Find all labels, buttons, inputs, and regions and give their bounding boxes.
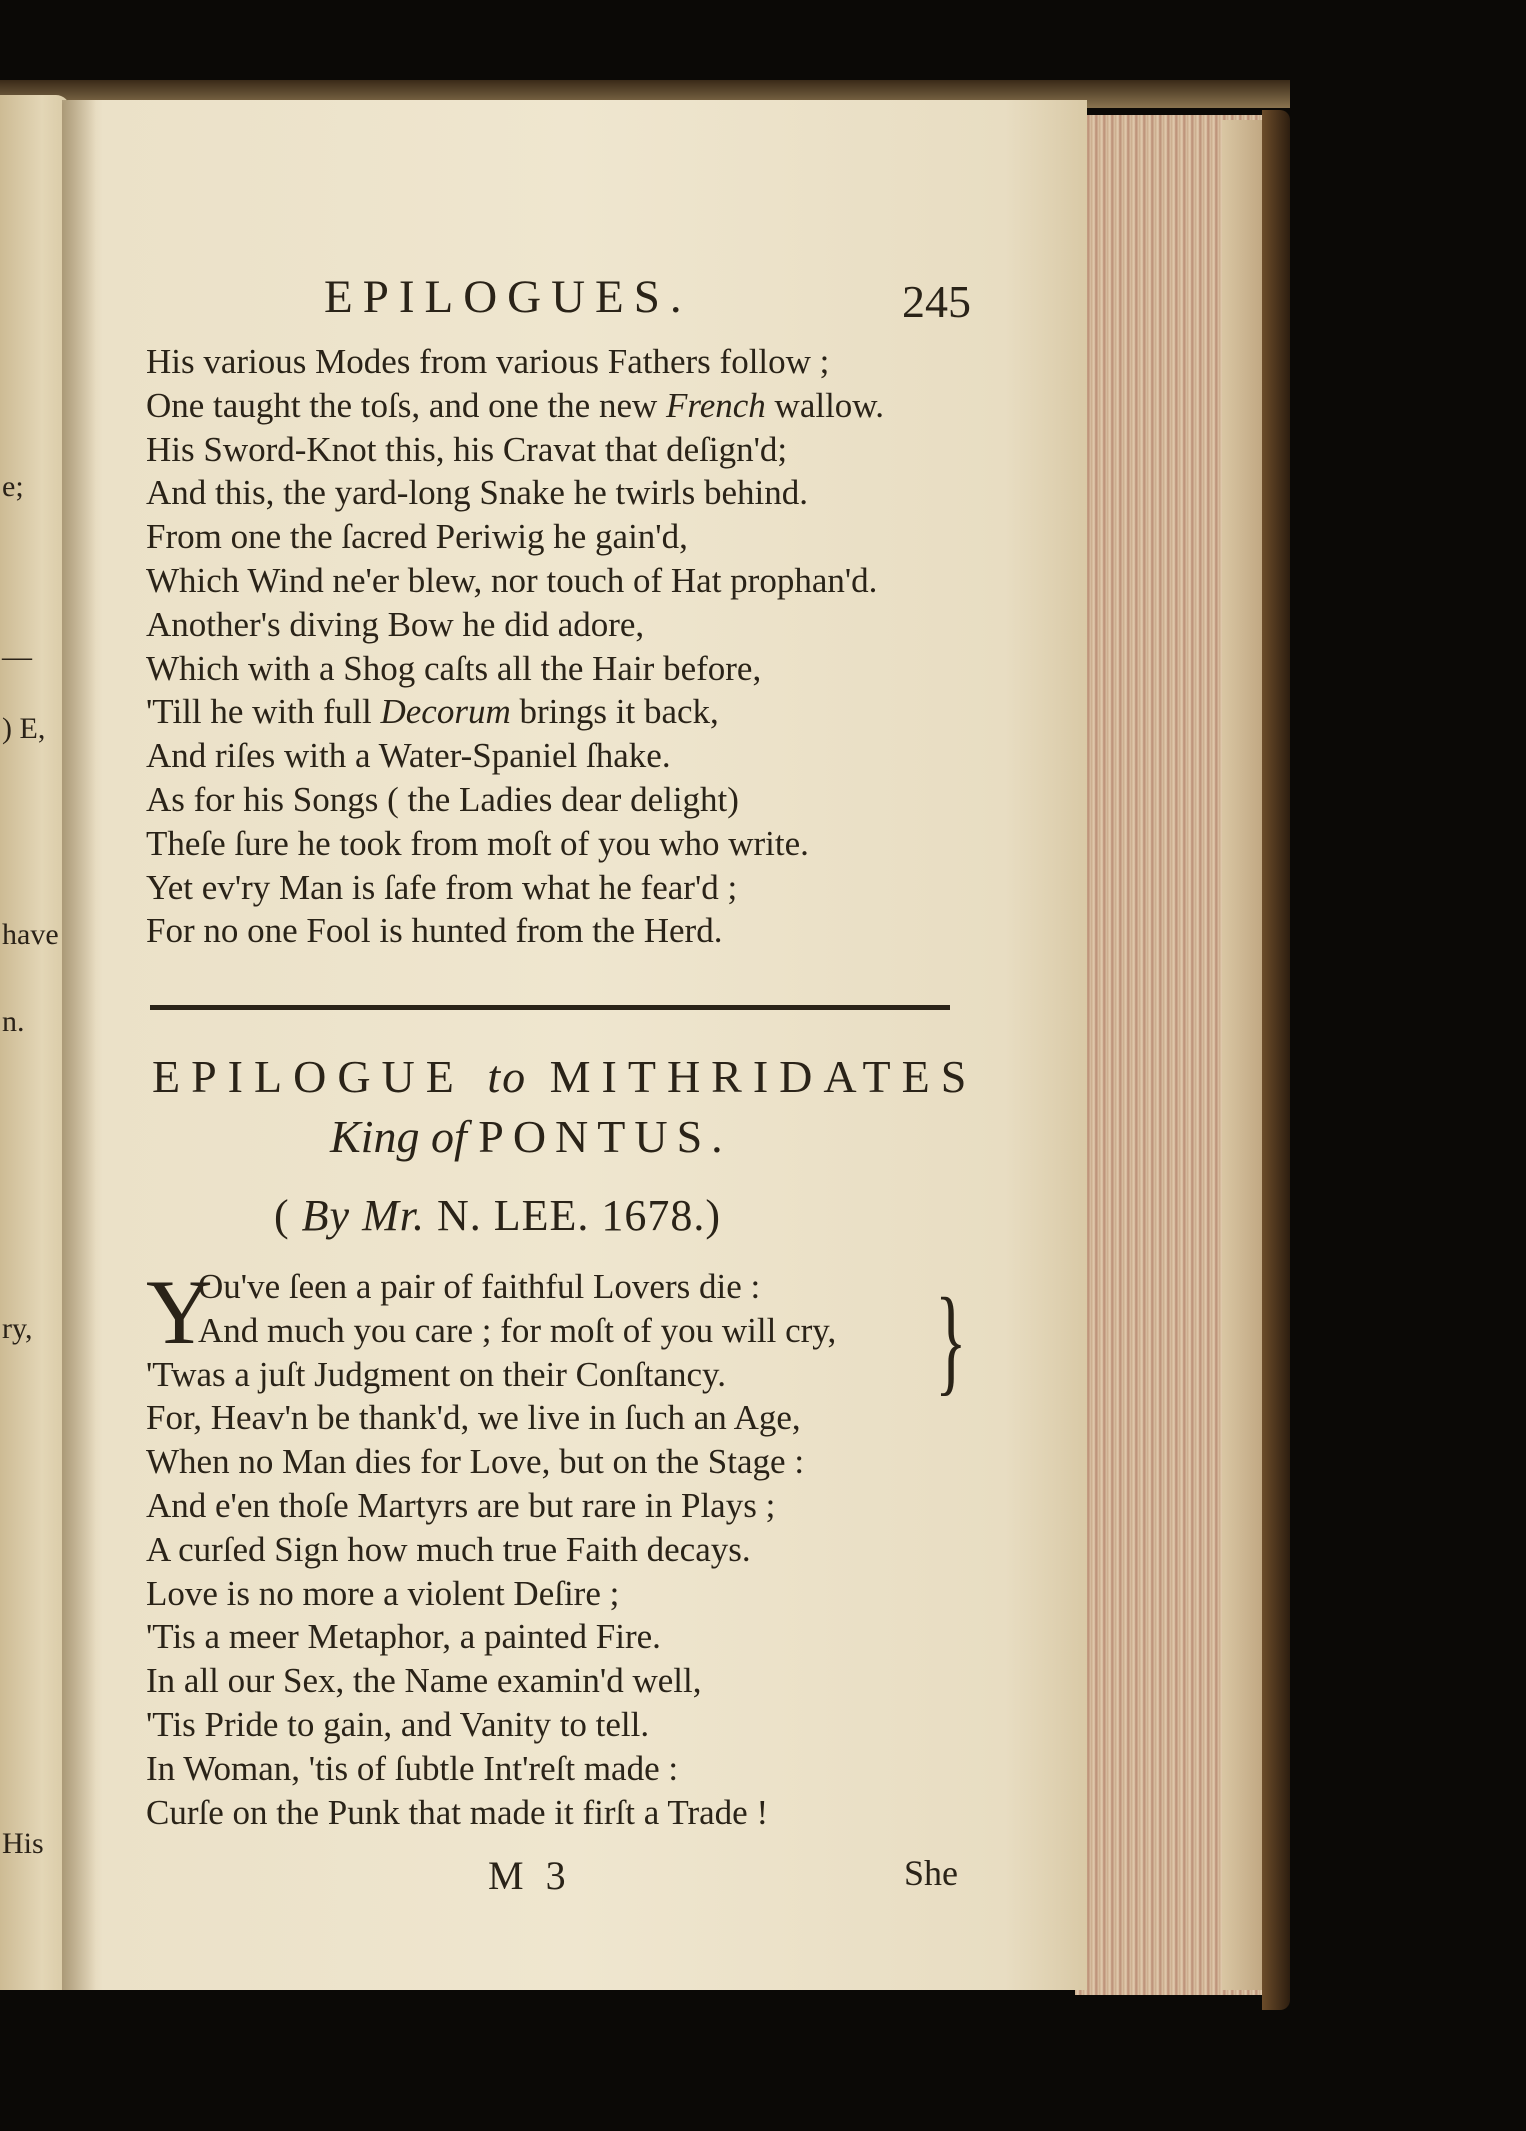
verse-line: 'Tis Pride to gain, and Vanity to tell. xyxy=(146,1704,650,1744)
facing-page-fragment: n. xyxy=(2,1005,25,1038)
verse-line: In Woman, 'tis of ſubtle Int'reſt made : xyxy=(146,1748,679,1788)
catchword: She xyxy=(904,1853,958,1893)
verse-text: 'Till he with full xyxy=(146,692,381,732)
verse-line xyxy=(146,384,884,428)
byline-open: ( xyxy=(274,1191,302,1240)
verse-line: Ou've ſeen a pair of faithful Lovers die : xyxy=(198,1267,761,1306)
verse-text: wallow. xyxy=(765,385,885,425)
verse-line: And this, the yard-long Snake he twirls behind. xyxy=(146,473,808,513)
title-mithridates: MITHRIDATES xyxy=(549,1051,978,1102)
facing-page-edge xyxy=(0,95,70,1990)
verse-line: And e'en thoſe Martyrs are but rare in Plays ; xyxy=(146,1485,776,1525)
verse-italic: Decorum xyxy=(380,692,511,732)
page-number: 245 xyxy=(902,276,971,327)
author-byline xyxy=(274,1190,721,1241)
verse-line: Another's diving Bow he did adore, xyxy=(146,604,645,644)
verse-italic: French xyxy=(666,385,766,425)
verse-line: 'Twas a juſt Judgment on their Conſtancy. xyxy=(146,1354,726,1394)
title-pontus: PONTUS. xyxy=(478,1111,732,1162)
title-king-of: King of xyxy=(330,1111,467,1162)
verse-line: Which with a Shog caſts all the Hair before, xyxy=(146,648,762,688)
facing-page-fragment: ) E, xyxy=(2,712,46,745)
verse-line: For no one Fool is hunted from the Herd. xyxy=(146,911,723,951)
verse-line: For, Heav'n be thank'd, we live in ſuch an Age, xyxy=(146,1398,801,1438)
page-block-fore-edge xyxy=(1222,120,1262,1990)
verse-line: 'Tis a meer Metaphor, a painted Fire. xyxy=(146,1617,661,1657)
byline-by: By Mr. xyxy=(301,1191,425,1240)
verse-line: A curſed Sign how much true Faith decays. xyxy=(146,1529,751,1569)
verse-line: His various Modes from various Fathers follow ; xyxy=(146,342,830,381)
title-epilogue: EPILOGUE xyxy=(152,1051,465,1102)
facing-page-fragment: — xyxy=(2,640,32,673)
book-page xyxy=(62,100,1087,1990)
verse-line: Yet ev'ry Man is ſafe from what he fear'd ; xyxy=(146,867,738,907)
drop-capital: Y xyxy=(146,1261,213,1363)
triplet-brace: } xyxy=(934,1273,967,1406)
section-rule xyxy=(150,1005,950,1010)
section-title-line1 xyxy=(152,1050,977,1103)
verse-line: When no Man dies for Love, but on the Stage : xyxy=(146,1442,805,1482)
verse-text: One taught the toſs, and one the new xyxy=(146,385,667,425)
verse-line: Theſe ſure he took from moſt of you who write. xyxy=(146,823,809,863)
facing-page-fragment: ry, xyxy=(2,1312,33,1345)
facing-page-fragment: have xyxy=(2,918,59,951)
verse-line: And riſes with a Water-Spaniel ſhake. xyxy=(146,736,671,776)
byline-name: N. LEE. 1678.) xyxy=(424,1191,722,1240)
gutter-shadow xyxy=(62,100,96,1990)
verse-line: In all our Sex, the Name examin'd well, xyxy=(146,1661,702,1701)
verse-line: Love is no more a violent Deſire ; xyxy=(146,1573,620,1613)
facing-page-fragment: His xyxy=(2,1827,44,1860)
verse-text: brings it back, xyxy=(510,692,719,732)
title-to: to xyxy=(487,1051,528,1102)
mithridates-epilogue-verse xyxy=(146,1261,837,1834)
verse-line: As for his Songs ( the Ladies dear delight) xyxy=(146,779,739,819)
verse-line: Which Wind ne'er blew, nor touch of Hat prophan'd. xyxy=(146,560,878,600)
section-title-line2 xyxy=(330,1110,732,1163)
verse-line: And much you care ; for moſt of you will cry, xyxy=(198,1310,837,1350)
facing-page-fragment: e; xyxy=(2,470,24,503)
signature-mark: M 3 xyxy=(488,1853,572,1898)
epilogue-verse-section xyxy=(146,340,884,953)
verse-line xyxy=(146,690,884,734)
verse-line: From one the ſacred Periwig he gain'd, xyxy=(146,517,688,557)
running-head: EPILOGUES. xyxy=(324,271,692,323)
verse-line: Curſe on the Punk that made it firſt a Trade ! xyxy=(146,1792,769,1832)
book-cover-edge xyxy=(1262,110,1290,2010)
verse-line: His Sword-Knot this, his Cravat that deſign'd; xyxy=(146,429,788,469)
